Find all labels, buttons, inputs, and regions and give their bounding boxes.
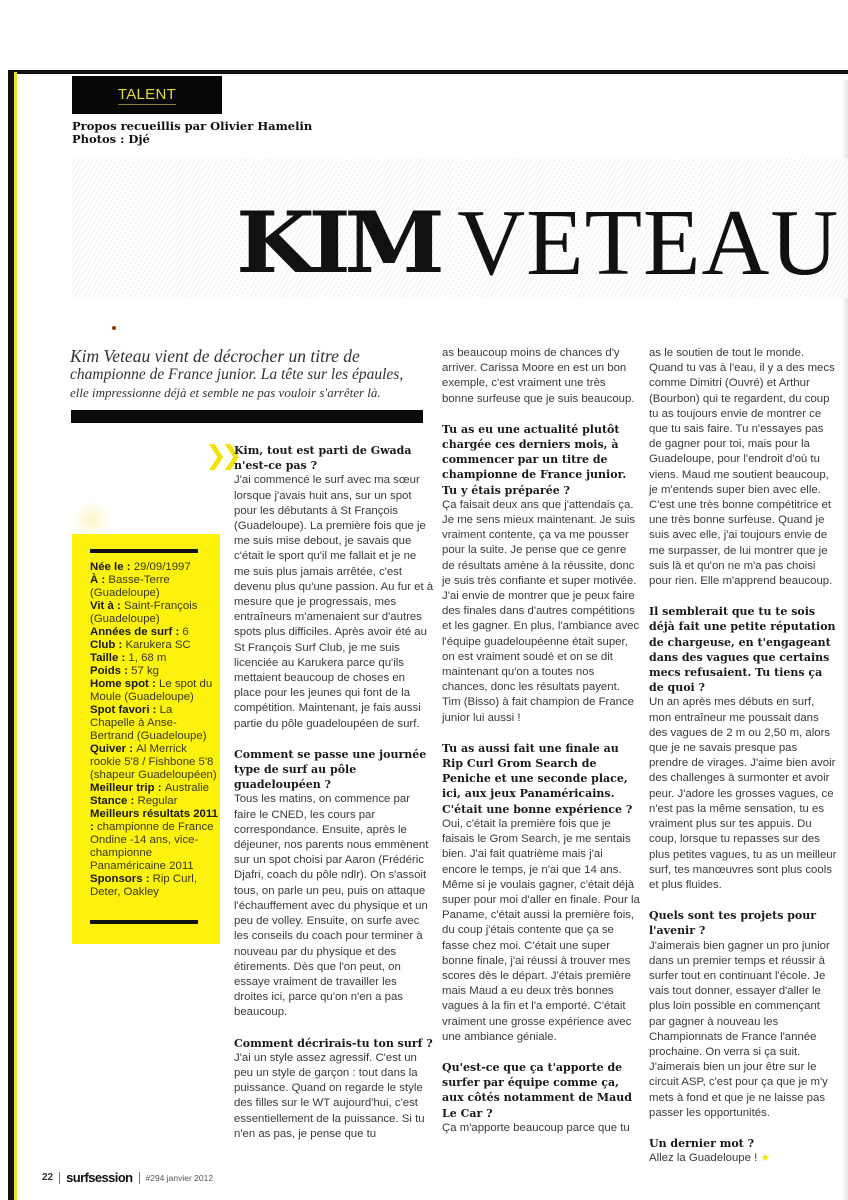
interview-question: Quels sont tes projets pour l'avenir ? [649,909,817,938]
fact-value: championne de France Ondine -14 ans, vice-championne Panaméricaine 2011 [90,821,214,872]
interview-answer: Ça faisait deux ans que j'attendais ça. Je me sens mieux maintenant. Je suis vraiment contente, ça va me pousser pour la suite. Je pense que ce genre de résultats amène à la réussite, donc je suis très confiante et super motivée. J'ai envie de montrer que je peux faire des finales dans d'autres compétitions et les gagner. En plus, l'ambiance avec l'équipe guadeloupéenne était super, on est vraiment soudé et on se dit maintenant qu'on a toutes nos chances, donc les résultats payent. Tim (Bisso) à fait champion de France junior lui aussi ! [442,498,640,724]
fact-label: Sponsors : [90,873,153,885]
author-credit: Propos recueillis par Olivier Hamelin [72,119,313,133]
qa-block [649,604,839,893]
fact-item [90,639,220,652]
page-footer [42,1170,213,1185]
interview-answer: Oui, c'était la première fois que je faisais le Grom Search, je me sentais bien. J'ai fait quatrième mais j'ai encore le temps, je n'ai que 14 ans. Même si je voulais gagner, c'était déjà super pour moi d'aller en finale. Pour la Paname, c'était aussi la première fois, du coup j'étais contente que ça se fasse chez moi. C'était une super bonne finale, j'ai réussi à trouver mes scores dès le départ. J'étais première mais Maud a eu deux très bonnes vagues à la fin et l'a emporté. C'était vraiment une grosse expérience avec une ambiance géniale. [442,817,640,1043]
fact-value: Basse-Terre (Guadeloupe) [90,574,170,599]
page-number: 22 [42,1172,54,1183]
factbox-rule-top [90,549,198,553]
page-border-accent [14,72,17,1200]
interview-answer: J'ai un style assez agressif. C'est un peu un style de garçon : tout dans la puissance. Quand on regarde le style des filles sur le WT aujourd'hui, c'est essentiellement de la puissance. Si tu n'en as pas, je pense que tu [234,1051,425,1140]
title-last-name: VETEAU [457,191,840,295]
fact-item [90,574,220,600]
fact-label: Quiver : [90,743,137,755]
interview-column-2 [442,346,640,1151]
qa-block [442,741,640,1045]
interview-answer: as le soutien de tout le monde. Quand tu vas à l'eau, il y a des mecs comme Dimitri (Ouvré) et Arthur (Bourbon) qui te regardent, du coup tu as toujours envie de montrer ce que tu sais faire. Tu n'essayes pas de gagner pour toi, mais pour la Guadeloupe, pour l'endroit d'où tu viens. Maud me soutient beaucoup, je m'entends super bien avec elle. C'est une très bonne compétitrice et une très bonne surfeuse. Quand je suis avec elle, j'ai toujours envie de me surpasser, de lui montrer que je suis là et qu'on ne m'a pas choisi pour rien. Elle m'apprend beaucoup. [649,347,835,588]
factbox-rule-bottom [90,920,198,924]
page-border-top [8,70,848,74]
fact-value: Rip Curl, Deter, Oakley [90,873,197,898]
interview-column-3 [649,346,839,1181]
decorative-dot [112,326,116,330]
fact-item [90,808,220,873]
fact-label: Taille : [90,652,129,664]
section-tag-label: TALENT [117,85,177,103]
fact-value: Australie [164,782,210,794]
fact-value: 6 [182,626,189,638]
qa-block [234,443,434,732]
fact-item [90,626,220,639]
fact-label: Spot favori : [90,704,160,716]
intro-divider-bar [71,410,423,423]
interview-question: Tu as eu une actualité plutôt chargée ces derniers mois, à commencer par un titre de championne de France junior. Tu y étais préparée ? [442,422,627,497]
double-chevron-icon: ❯❯ [205,441,237,471]
footer-separator [59,1172,60,1184]
qa-block [442,422,640,726]
interview-question: Comment décrirais-tu ton surf ? [234,1036,433,1050]
article-title [236,178,840,295]
article-credits [72,120,312,146]
fact-box [72,534,220,944]
fact-value: Saint-François (Guadeloupe) [90,600,198,625]
fact-label: À : [90,574,109,586]
fact-value: Regular [137,795,178,807]
fact-item [90,743,220,782]
fact-label: Meilleurs résultats 2011 : [90,808,218,833]
fact-label: Années de surf : [90,626,183,638]
interview-answer: as beaucoup moins de chances d'y arriver. Carissa Moore en est un bon exemple, c'est vraiment une très bonne surfeuse que je suis beaucoup. [442,347,635,405]
fact-item [90,782,220,795]
star-icon: ★ [757,1152,771,1165]
fact-label: Club : [90,639,126,651]
fact-label: Poids : [90,665,132,677]
fact-item [90,873,220,899]
fact-label: Meilleur trip : [90,782,165,794]
qa-block [442,1060,640,1136]
intro-line-2: championne de France junior. La tête sur les épaules, [70,366,404,383]
fact-item [90,600,220,626]
fact-item [90,652,220,665]
interview-question: Qu'est-ce que ça t'apporte de surfer par équipe comme ça, aux côtés notamment de Maud Le Car ? [442,1060,632,1120]
photo-credit: Photos : Djé [72,132,150,146]
qa-block [649,1136,839,1166]
interview-column-1 [234,443,434,1157]
interview-answer: Allez la Guadeloupe ! ★ [649,1152,771,1165]
fact-item [90,704,220,743]
title-first-name: KIM [236,193,439,292]
interview-question: Un dernier mot ? [649,1136,755,1150]
fact-label: Vit à : [90,600,124,612]
fact-label: Home spot : [90,678,159,690]
qa-block [649,346,839,589]
issue-info: #294 janvier 2012 [145,1172,214,1183]
intro-line-3: elle impressionne déjà et semble ne pas vouloir s'arrêter là. [70,385,381,400]
interview-question: Comment se passe une journée type de surf au pôle guadeloupéen ? [234,747,427,792]
interview-question: Tu as aussi fait une finale au Rip Curl Grom Search de Peniche et une seconde place, ici, aux jeux Panaméricains. C'était une bonne expérience ? [442,741,633,816]
qa-block [234,747,434,1021]
fact-label: Née le : [90,561,134,573]
fact-label: Stance : [90,795,138,807]
fact-value: La Chapelle à Anse-Bertrand (Guadeloupe) [90,704,207,742]
footer-separator [139,1172,140,1184]
fact-item [90,561,220,574]
fact-value: 57 kg [131,665,160,677]
interview-question: Kim, tout est parti de Gwada n'est-ce pas ? [234,444,412,473]
fact-value: Karukera SC [125,639,191,651]
qa-block [649,908,839,1121]
interview-answer: Un an après mes débuts en surf, mon entraîneur me poussait dans des vagues de 2 m ou 2,50 m, alors que je ne savais presque pas prendre de virages. J'aime bien avoir des challenges à surmonter et avoir peur. J'adore les grosses vagues, ce n'est pas la même sensation, tu es vraiment plus sur tes appuis. Du coup, lorsque tu repasses sur des plus petites vagues, tu as un meilleur surf, tes manœuvres sont plus cools et plus fluides. [649,696,837,891]
interview-question: Il semblerait que tu te sois déjà fait une petite réputation de chargeuse, en t'engageant dans des vagues que certains mecs refusaient. Tu tiens ça de quoi ? [649,605,836,695]
fact-item [90,795,220,808]
intro-line-1: Kim Veteau vient de décrocher un titre de [70,346,360,366]
interview-answer: J'aimerais bien gagner un pro junior dans un premier temps et réussir à surfer tout en continuant l'école. Je vais tout donner, essayer d'aller le plus loin possible en commençant par gagner à nouveau les Championnats de France l'année prochaine. On verra si ça suit. J'aimerais bien un jour être sur le circuit ASP, c'est pour ça que je m'y mets à fond et que je ne laisse pas passer les opportunités. [649,939,830,1119]
magazine-logo: surfsession [66,1170,133,1185]
article-intro [70,346,420,401]
fact-value: 29/09/1997 [133,561,191,573]
interview-answer: Tous les matins, on commence par faire le CNED, les cours par correspondance. Ensuite, après le déjeuner, nos parents nous emmènent sur un spot choisi par Aaron (Frédéric Djafri, coach du pôle ndlr). On s'assoit tous, on parle un peu, puis on attaque l'échauffement avec du physique et un peu de volley. Ensuite, on surfe avec les conseils du coach pour terminer à nouveau par du physique et des étirements. Dès que l'on peut, on essaye vraiment de travailler les droites ici, parce qu'on n'en a pas beaucoup. [234,793,429,1019]
interview-answer: Ça m'apporte beaucoup parce que tu [442,1121,630,1134]
fact-value: 1, 68 m [128,652,167,664]
fact-value: Al Merrick rookie 5'8 / Fishbone 5'8 (shapeur Guadeloupéen) [90,743,217,781]
fact-item [90,678,220,704]
qa-block [234,1036,434,1142]
qa-block [442,346,640,407]
interview-answer: J'ai commencé le surf avec ma sœur lorsque j'avais huit ans, sur un spot pour les débutants à St François (Guadeloupe). La première fois que je me suis mise debout, je savais que c'était le sport qu'il me fallait et je ne me suis plus jamais arrêtée, c'est devenu plus qu'une passion. Au fur et à mesure que je progressais, mes entraîneurs m'amenaient sur d'autres spots plus difficiles. Après avoir été au St François Surf Club, je me suis licenciée au Karukera parce qu'ils mettaient beaucoup de choses en place pour les jeunes qui font de la compétition. Maintenant, je fais aussi partie du pôle guadeloupéen de surf. [234,474,434,730]
fact-item [90,665,220,678]
section-tag [72,76,222,114]
fact-list [90,561,220,899]
fact-value: Le spot du Moule (Guadeloupe) [90,678,213,703]
